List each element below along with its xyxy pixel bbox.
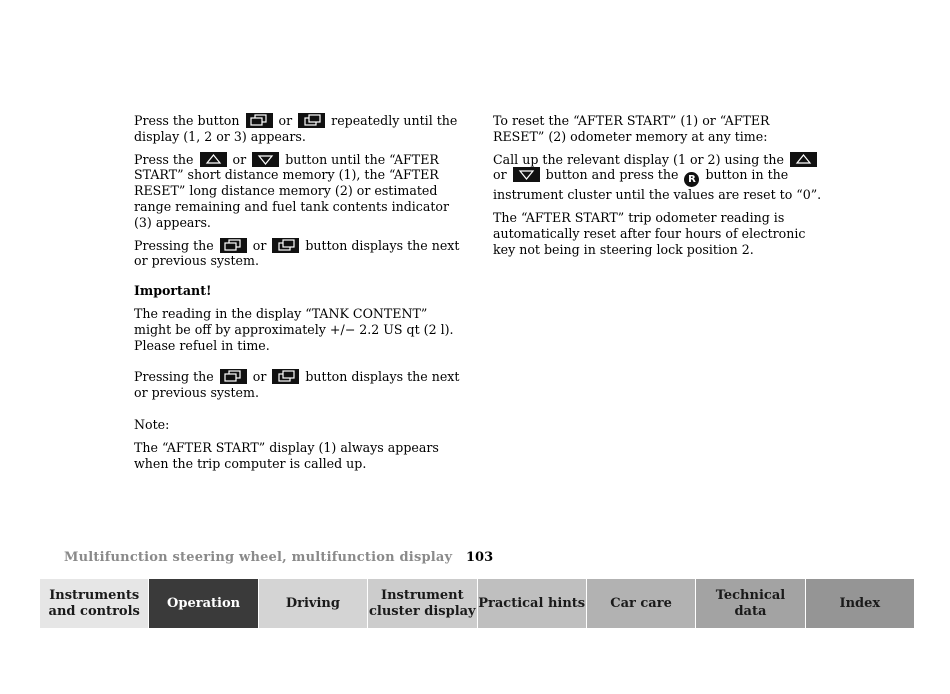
page-back-icon <box>298 113 325 128</box>
page-back-icon <box>272 369 299 384</box>
arrow-up-icon <box>200 152 227 167</box>
auto-reset-note: The “AFTER START” trip odometer reading is automatically reset after four hours of electronic key not being in steering lock position 2. <box>493 210 806 257</box>
instruction-next-system-repeat: Pressing the or button displays the next or previous system. <box>134 369 460 401</box>
tab-driving[interactable]: Driving <box>259 579 368 628</box>
left-column <box>134 113 464 478</box>
page-forward-icon <box>246 113 273 128</box>
tab-car-care[interactable]: Car care <box>587 579 696 628</box>
tab-technical-data[interactable]: Technical data <box>696 579 805 628</box>
arrow-up-icon <box>790 152 817 167</box>
instruction-next-system: Pressing the or button displays the next or previous system. <box>134 237 460 269</box>
page-forward-icon <box>220 369 247 384</box>
tab-practical-hints[interactable]: Practical hints <box>478 579 587 628</box>
right-column <box>493 113 823 265</box>
page-back-icon <box>272 238 299 253</box>
chapter-nav-bar <box>40 579 914 628</box>
instruction-select-display: Press the button or repeatedly until the display (1, 2 or 3) appears. <box>134 113 458 144</box>
tab-instruments-and-controls[interactable]: Instruments and controls <box>40 579 149 628</box>
note-heading: Note: <box>134 416 170 432</box>
page-number: 103 <box>466 550 494 565</box>
important-heading: Important! <box>134 283 212 299</box>
tab-operation[interactable]: Operation <box>149 579 258 628</box>
section-title: Multifunction steering wheel, multifunction display <box>64 550 453 565</box>
arrow-down-icon <box>513 167 540 182</box>
instruction-select-memory: Press the or button until the “AFTER START” short distance memory (1), the “AFTER RESET” long distance memory (2) or estimated range remaining and fuel tank contents indicator (3) appears. <box>134 151 450 230</box>
note-text: The “AFTER START” display (1) always appears when the trip computer is called up. <box>134 439 439 471</box>
tank-content-warning: The reading in the display “TANK CONTENT” might be off by approximately +/− 2.2 US qt (2 l). Please refuel in time. <box>134 305 454 353</box>
tab-instrument-cluster-display[interactable]: Instrument cluster display <box>368 579 477 628</box>
tab-index[interactable]: Index <box>806 579 914 628</box>
reset-button-icon: R <box>684 172 699 187</box>
arrow-down-icon <box>252 152 279 167</box>
reset-intro: To reset the “AFTER START” (1) or “AFTER RESET” (2) odometer memory at any time: <box>493 113 770 144</box>
page-forward-icon <box>220 238 247 253</box>
reset-instruction: Call up the relevant display (1 or 2) using the or button and press the R button in the instrument cluster until the values are reset to “0”. <box>493 151 822 203</box>
